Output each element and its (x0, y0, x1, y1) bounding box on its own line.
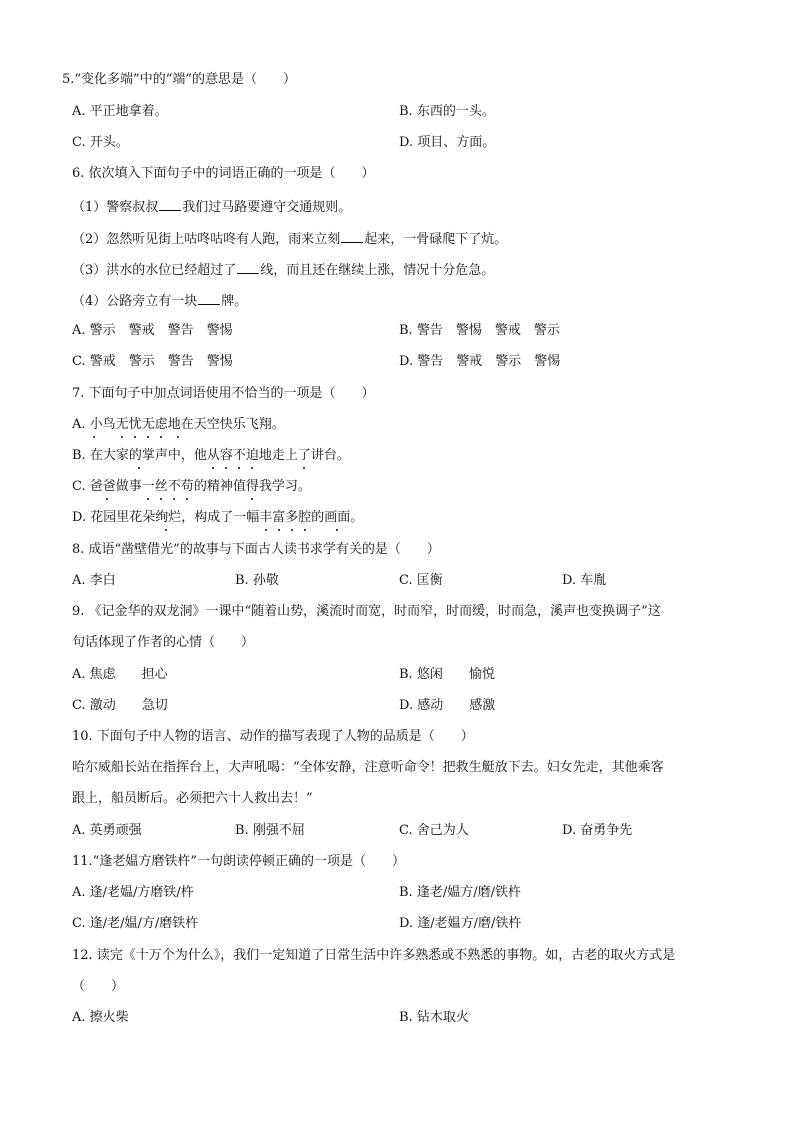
q11-option-c: C. 逢/老/媪/方/磨铁杵 (72, 916, 199, 931)
q11-option-a: A. 逢/老媪/方磨铁/杵 (72, 885, 194, 900)
q6-option-a: A. 警示 警戒 警告 警惕 (72, 323, 233, 338)
dotted-char: 多 (285, 510, 299, 525)
q9-stem-line-2: 句话体现了作者的心情（ ） (72, 635, 255, 650)
fill-blank (341, 230, 363, 243)
q10-option-b: B. 刚强不屈 (235, 823, 305, 838)
q7-b-text-end: 地走上了讲台。 (258, 448, 350, 463)
q6-sentence-3 (72, 261, 494, 279)
q9-stem-line-1: 9. 《记金华的双龙洞》一课中“随着山势，溪流时而宽，时而窄，时而缓，时而急，溪声也变换调子”这 (72, 604, 661, 619)
dotted-char: 虑 (154, 417, 168, 432)
q7-stem: 7. 下面句子中加点词语使用不恰当的一项是（ ） (72, 386, 375, 401)
q7-b-text: B. 在大家的掌声中，他 (72, 448, 207, 463)
dotted-char: 迫 (245, 448, 259, 463)
q8-option-d: D. 车胤 (562, 573, 607, 588)
q6-option-d: D. 警告 警戒 警示 警惕 (399, 354, 561, 369)
q10-option-d: D. 奋勇争先 (562, 823, 633, 838)
q6-option-b: B. 警告 警惕 警戒 警示 (399, 323, 560, 338)
fill-blank (198, 292, 220, 305)
q9-option-b: B. 悠闲 愉悦 (399, 667, 495, 682)
dotted-char: 不 (167, 479, 181, 494)
q6-option-c: C. 警戒 警示 警告 警惕 (72, 354, 233, 369)
q7-option-c (72, 479, 311, 495)
q6-s3-text-end: 线，而且还在继续上涨，情况十分危急。 (260, 263, 495, 278)
q12-stem-line-2: （ ） (72, 979, 125, 994)
q6-sentence-2 (72, 230, 507, 248)
q6-sentence-1 (72, 198, 351, 216)
q11-stem: 11.“逢老媪方磨铁杵”一句朗读停顿正确的一项是（ ） (72, 854, 405, 869)
q6-s2-text-end: 起来，一骨碌爬下了炕。 (364, 232, 508, 247)
fill-blank (159, 198, 181, 211)
dotted-char: 无 (115, 417, 129, 432)
dotted-char: 一 (141, 479, 155, 494)
q10-stem: 10. 下面句子中人物的语言、动作的描写表现了人物的品质是（ ） (72, 729, 474, 744)
q9-option-d: D. 感动 感激 (399, 698, 496, 713)
fill-blank (237, 261, 259, 274)
q5-option-a: A. 平正地拿着。 (72, 104, 168, 119)
q11-option-d: D. 逢/老媪方/磨/铁杵 (399, 916, 522, 931)
q9-option-a: A. 焦虑 担心 (72, 667, 168, 682)
dotted-char: 忧 (128, 417, 142, 432)
q10-passage-line-1: 哈尔威船长站在指挥台上，大声吼喝：“全体安静，注意听命令！把救生艇放下去。妇女先走，其他乘客 (72, 760, 664, 775)
dotted-char: 丰 (259, 510, 273, 525)
q8-option-b: B. 孙敬 (235, 573, 279, 588)
q6-s1-text-end: 我们过马路要遵守交通规则。 (182, 200, 352, 215)
q7-option-d (72, 510, 363, 526)
dotted-char: 容 (219, 448, 233, 463)
q7-option-a (72, 417, 285, 433)
q6-s4-text-end: 牌。 (221, 294, 248, 309)
q6-s4-text: （4）公路旁立有一块 (72, 294, 198, 309)
q7-a-text: A. 小鸟 (72, 417, 116, 432)
dotted-char: 从 (206, 448, 220, 463)
dotted-char: 无 (141, 417, 155, 432)
dotted-char: 腔 (298, 510, 312, 525)
q12-option-a: A. 擦火柴 (72, 1010, 129, 1025)
dotted-char: 苟 (180, 479, 194, 494)
q10-option-a: A. 英勇顽强 (72, 823, 142, 838)
q7-c-text-end: 的精神值得我学习。 (193, 479, 311, 494)
q5-stem: 5.“变化多端”中的“端”的意思是（ ） (62, 72, 296, 87)
q7-option-b (72, 448, 350, 464)
q12-option-b: B. 钻木取火 (399, 1010, 469, 1025)
q8-option-a: A. 李白 (72, 573, 116, 588)
q9-option-c: C. 激动 急切 (72, 698, 168, 713)
q10-passage-line-2: 跟上，船员断后。必须把六十人救出去！” (72, 791, 313, 806)
q6-sentence-4 (72, 292, 247, 310)
dotted-char: 不 (232, 448, 246, 463)
q6-stem: 6. 依次填入下面句子中的词语正确的一项是（ ） (72, 166, 375, 181)
dotted-char: 丝 (154, 479, 168, 494)
q6-s2-text: （2）忽然听见街上咕咚咕咚有人跑，雨来立刻 (72, 232, 341, 247)
q11-option-b: B. 逢老/媪方/磨/铁杵 (399, 885, 521, 900)
q5-option-d: D. 项目、方面。 (399, 135, 496, 150)
q5-option-b: B. 东西的一头。 (399, 104, 495, 119)
q8-stem: 8. 成语“凿壁借光”的故事与下面古人读书求学有关的是（ ） (72, 542, 440, 557)
q10-option-c: C. 舍己为人 (399, 823, 469, 838)
q6-s3-text: （3）洪水的水位已经超过了 (72, 263, 237, 278)
q6-s1-text: （1）警察叔叔 (72, 200, 159, 215)
q8-option-c: C. 匡衡 (399, 573, 443, 588)
q5-option-c: C. 开头。 (72, 135, 129, 150)
q12-stem-line-1: 12. 读完《十万个为什么》，我们一定知道了日常生活中许多熟悉或不熟悉的事物。如，古老的取火方式是 (72, 948, 676, 963)
dotted-char: 富 (272, 510, 286, 525)
q7-c-text: C. 爸爸做事 (72, 479, 142, 494)
q7-a-text-end: 地在天空快乐飞翔。 (167, 417, 285, 432)
q7-d-text: D. 花园里花朵绚烂，构成了一幅 (72, 510, 260, 525)
q7-d-text-end: 的画面。 (311, 510, 364, 525)
